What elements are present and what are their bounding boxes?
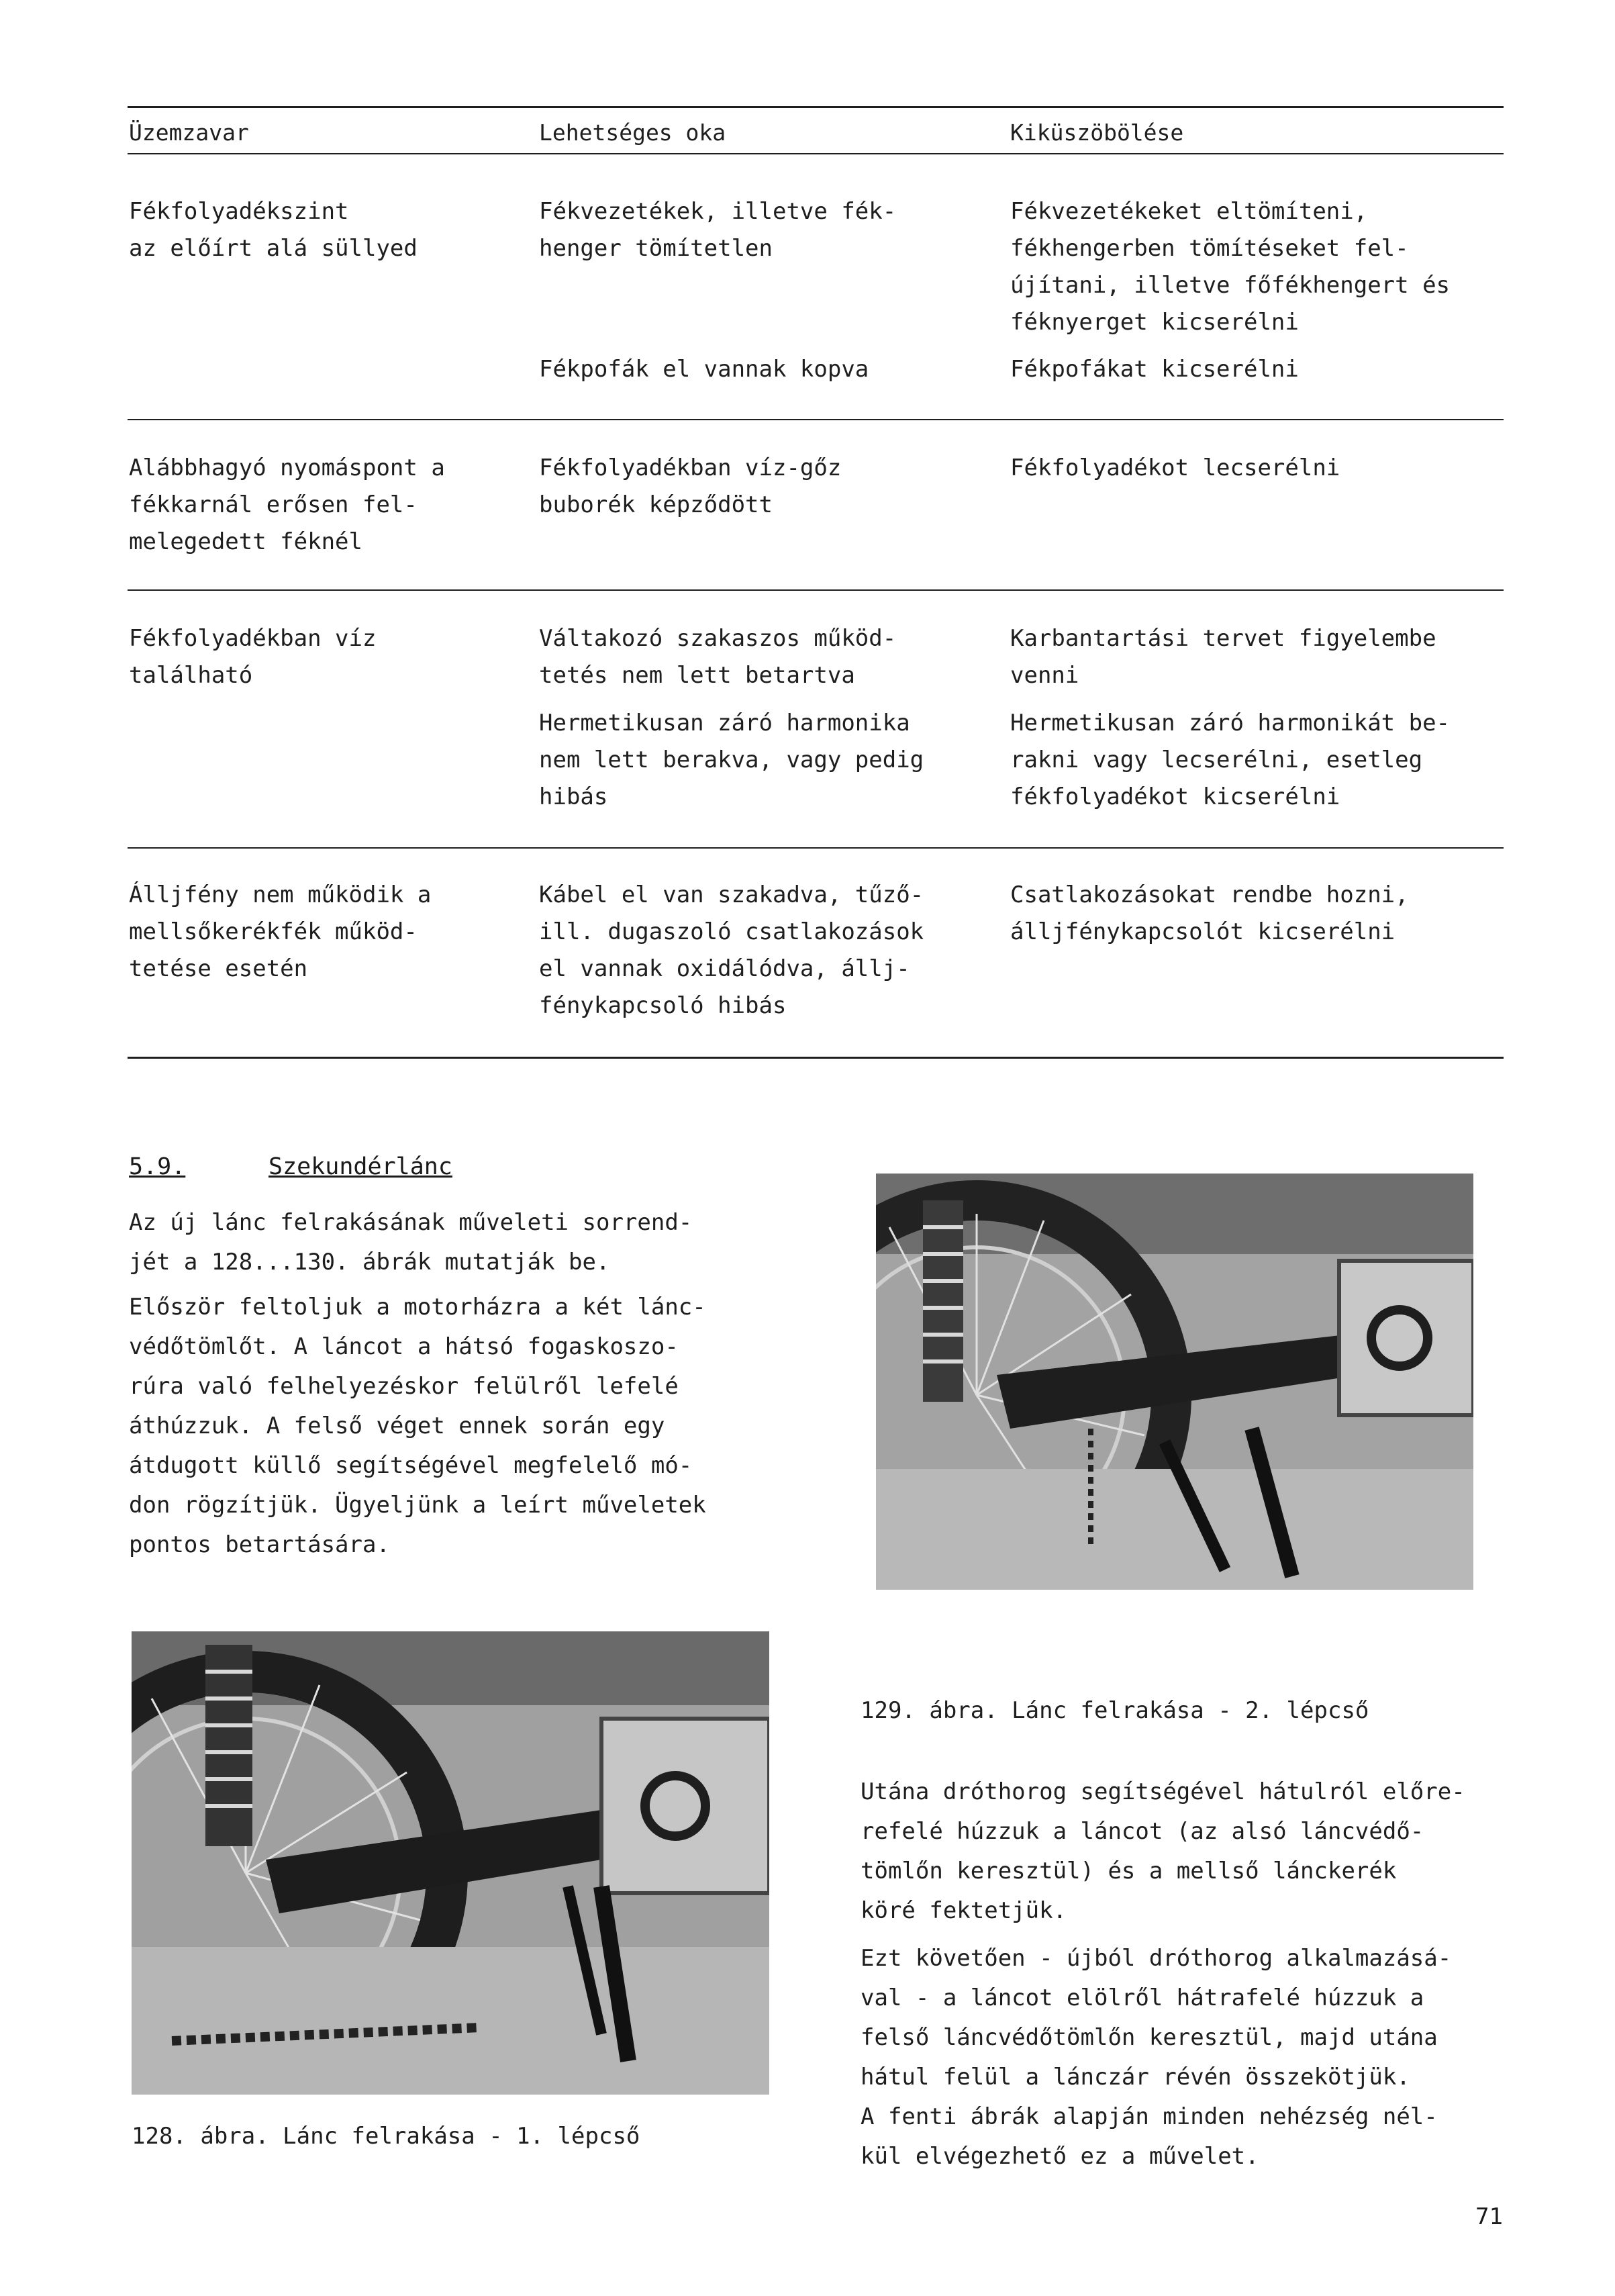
- table-header-fault: Üzemzavar: [129, 119, 249, 146]
- section-paragraph-1: Az új lánc felrakásának műveleti sorrend- jét a 128...130. ábrák mutatják be.: [129, 1209, 693, 1276]
- section-number: 5.9.: [129, 1153, 186, 1180]
- figure-128-caption: 128. ábra. Lánc felrakása - 1. lépcső: [132, 2123, 640, 2150]
- page-number: 71: [1475, 2203, 1503, 2230]
- table-row-3-remedy-2: Hermetikusan záró harmonikát be- rakni vagy lecserélni, esetleg fékfolyadékot kicserélni: [1010, 710, 1451, 810]
- table-row-3-fault: Fékfolyadékban víz található: [129, 625, 377, 689]
- table-header-cause: Lehetséges oka: [539, 119, 726, 146]
- section-paragraph-2: Először feltoljuk a motorházra a két lánc- védőtömlőt. A láncot a hátsó fogaskoszo- rúra való felhelyezéskor felülről lefelé áthúzzuk. A felső véget ennek során egy átdugott küllő segítségével megfelelő mó- don rögzítjük. Ügyeljünk a leírt műveletek pontos betartására.: [129, 1294, 706, 1558]
- table-row-3-cause-1: Váltakozó szakaszos működ- tetés nem lett betartva: [539, 625, 897, 689]
- table-row-1-fault: Fékfolyadékszint az előírt alá süllyed: [129, 198, 418, 262]
- table-row-3-cause-2: Hermetikusan záró harmonika nem lett berakva, vagy pedig hibás: [539, 710, 924, 810]
- table-row-2-fault: Alábbhagyó nyomáspont a fékkarnál erősen fel- melegedett féknél: [129, 455, 445, 555]
- table-row-1-remedy-2: Fékpofákat kicserélni: [1010, 356, 1299, 383]
- figure-129-photo: [876, 1174, 1473, 1590]
- table-row-2-cause-1: Fékfolyadékban víz-gőz buborék képződött: [539, 455, 842, 518]
- table-row-4-cause-1: Kábel el van szakadva, tűző- ill. dugaszoló csatlakozások el vannak oxidálódva, állj- fénykapcsoló hibás: [539, 881, 924, 1019]
- table-row-2-remedy-1: Fékfolyadékot lecserélni: [1010, 455, 1340, 481]
- right-paragraph-1: Utána dróthorog segítségével hátulról előre- refelé húzzuk a láncot (az alsó láncvédő- tömlőn keresztül) és a mellső lánckerék köré fektetjük.: [861, 1778, 1465, 1924]
- table-row-rule-1: [128, 419, 1504, 420]
- figure-129-caption: 129. ábra. Lánc felrakása - 2. lépcső: [861, 1697, 1369, 1724]
- table-row-1-cause-1: Fékvezetékek, illetve fék- henger tömítetlen: [539, 198, 897, 262]
- table-top-rule: [128, 106, 1504, 108]
- table-row-rule-2: [128, 589, 1504, 591]
- table-row-4-fault: Álljfény nem működik a mellsőkerékfék működ- tetése esetén: [129, 881, 432, 982]
- figure-128-photo: [132, 1631, 769, 2095]
- table-row-1-remedy-1: Fékvezetékeket eltömíteni, fékhengerben tömítéseket fel- újítani, illetve főfékhengert és féknyerget kicserélni: [1010, 198, 1451, 336]
- table-row-1-cause-2: Fékpofák el vannak kopva: [539, 356, 869, 383]
- table-row-rule-3: [128, 847, 1504, 849]
- table-row-4-remedy-1: Csatlakozásokat rendbe hozni, álljfénykapcsolót kicserélni: [1010, 881, 1409, 945]
- table-row-3-remedy-1: Karbantartási tervet figyelembe venni: [1010, 625, 1436, 689]
- section-title: Szekundérlánc: [268, 1153, 452, 1180]
- table-header-rule: [128, 153, 1504, 154]
- table-header-remedy: Kiküszöbölése: [1010, 119, 1184, 146]
- right-paragraph-2: Ezt követően - újból dróthorog alkalmazásá- val - a láncot elölről hátrafelé húzzuk a felső láncvédőtömlőn keresztül, majd utána hátul felül a lánczár révén összekötjük. A fenti ábrák alapján minden nehézség nél- kül elvégezhető ez a művelet.: [861, 1945, 1452, 2170]
- table-bottom-rule: [128, 1057, 1504, 1059]
